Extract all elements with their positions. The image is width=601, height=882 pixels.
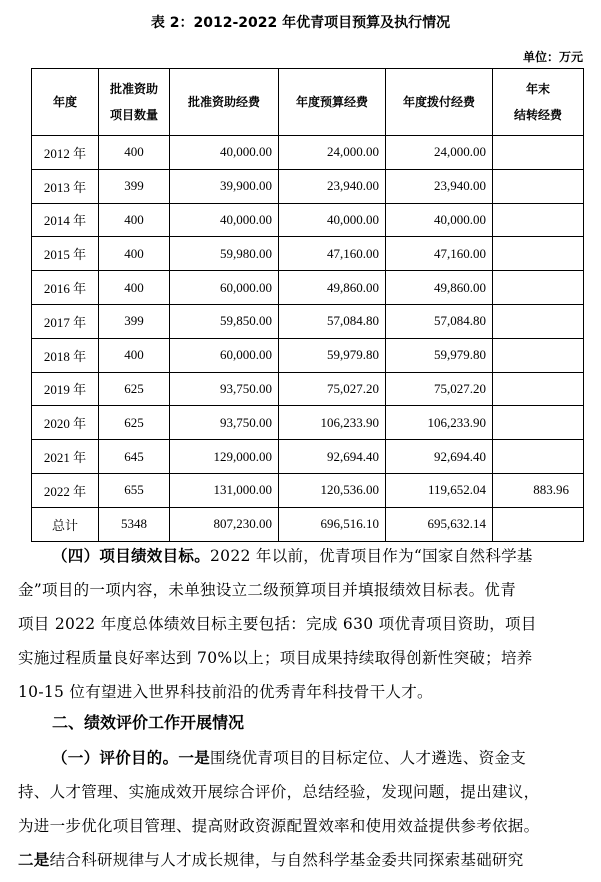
cell-budget: 23,940.00: [279, 169, 386, 203]
cell-budget: 57,084.80: [279, 304, 386, 338]
cell-allocation: 23,940.00: [386, 169, 493, 203]
header-approved-count: [99, 69, 170, 136]
header-approved-count-line1: 批准资助: [109, 82, 158, 96]
table-title: 表 2：2012-2022 年优青项目预算及执行情况: [150, 15, 451, 31]
cell-year: 2015 年: [32, 237, 99, 271]
table-row: [32, 271, 584, 305]
cell-carryover: [493, 169, 584, 203]
cell-allocation: 24,000.00: [386, 136, 493, 170]
cell-year: 2012 年: [32, 136, 99, 170]
cell-approved-funds: 59,850.00: [170, 304, 279, 338]
cell-budget: 696,516.10: [279, 507, 386, 541]
header-carryover-line1: 年末: [525, 82, 550, 96]
cell-approved-funds: 60,000.00: [170, 271, 279, 305]
cell-budget: 59,979.80: [279, 338, 386, 372]
cell-year: 2017 年: [32, 304, 99, 338]
cell-budget: 49,860.00: [279, 271, 386, 305]
header-year: 年度: [32, 69, 99, 136]
cell-approved-funds: 39,900.00: [170, 169, 279, 203]
cell-carryover: [493, 136, 584, 170]
paragraph-line: 项目 2022 年度总体绩效目标主要包括：完成 630 项优青项目资助，项目: [18, 615, 537, 633]
paragraph-lead-second: 二是: [18, 851, 50, 869]
header-annual-allocation: 年度拨付经费: [386, 69, 493, 136]
header-approved-count-line2: 项目数量: [109, 108, 158, 122]
cell-budget: 120,536.00: [279, 473, 386, 507]
cell-allocation: 695,632.14: [386, 507, 493, 541]
cell-carryover: [493, 271, 584, 305]
cell-allocation: 49,860.00: [386, 271, 493, 305]
cell-count: 645: [99, 440, 170, 474]
paragraph-line: 金”项目的一项内容，未单独设立二级预算项目并填报绩效目标表。优青: [18, 581, 517, 599]
paragraph-lead: （四）项目绩效目标。: [52, 547, 211, 565]
cell-budget: 24,000.00: [279, 136, 386, 170]
cell-carryover: [493, 338, 584, 372]
cell-count: 400: [99, 271, 170, 305]
cell-approved-funds: 131,000.00: [170, 473, 279, 507]
cell-count: 400: [99, 203, 170, 237]
cell-carryover: [493, 440, 584, 474]
header-carryover-line2: 结转经费: [513, 108, 562, 122]
cell-count: 5348: [99, 507, 170, 541]
table-row: [32, 237, 584, 271]
cell-budget: 75,027.20: [279, 372, 386, 406]
cell-allocation: 75,027.20: [386, 372, 493, 406]
table-row: [32, 338, 584, 372]
paragraph-line: 围绕优青项目的目标定位、人才遴选、资金支: [210, 749, 527, 767]
paragraph-lead-first: 一是: [178, 749, 211, 767]
cell-year: 2022 年: [32, 473, 99, 507]
cell-count: 655: [99, 473, 170, 507]
cell-year: 2013 年: [32, 169, 99, 203]
table-row: [32, 304, 584, 338]
cell-allocation: 40,000.00: [386, 203, 493, 237]
cell-allocation: 106,233.90: [386, 406, 493, 440]
paragraph-line: 10-15 位有望进入世界科技前沿的优秀青年科技骨干人才。: [18, 683, 433, 701]
cell-carryover: [493, 203, 584, 237]
paragraph-line: 实施过程质量良好率达到 70%以上；项目成果持续取得创新性突破；培养: [18, 649, 533, 667]
cell-count: 400: [99, 136, 170, 170]
paragraph-line: 持、人才管理、实施成效开展综合评价，总结经验，发现问题，提出建议，: [18, 783, 540, 801]
paragraph-line: 为进一步优化项目管理、提高财政资源配置效率和使用效益提供参考依据。: [18, 817, 540, 835]
table-row: [32, 169, 584, 203]
cell-approved-funds: 40,000.00: [170, 136, 279, 170]
cell-count: 399: [99, 169, 170, 203]
cell-count: 625: [99, 372, 170, 406]
cell-approved-funds: 60,000.00: [170, 338, 279, 372]
cell-budget: 40,000.00: [279, 203, 386, 237]
cell-carryover: 883.96: [493, 473, 584, 507]
cell-budget: 47,160.00: [279, 237, 386, 271]
cell-year: 2021 年: [32, 440, 99, 474]
cell-total-label: 总计: [32, 507, 99, 541]
cell-approved-funds: 807,230.00: [170, 507, 279, 541]
table-row: [32, 406, 584, 440]
cell-year: 2016 年: [32, 271, 99, 305]
cell-carryover: [493, 237, 584, 271]
header-annual-budget: 年度预算经费: [279, 69, 386, 136]
cell-year: 2019 年: [32, 372, 99, 406]
budget-table: [31, 68, 584, 542]
paragraph-lead: （一）评价目的。: [52, 749, 179, 767]
cell-count: 400: [99, 237, 170, 271]
cell-carryover: [493, 507, 584, 541]
table-row: [32, 440, 584, 474]
cell-approved-funds: 59,980.00: [170, 237, 279, 271]
table-row: [32, 136, 584, 170]
paragraph-line: 结合科研规律与人才成长规律，与自然科学基金委共同探索基础研究: [49, 851, 524, 869]
cell-allocation: 92,694.40: [386, 440, 493, 474]
cell-allocation: 119,652.04: [386, 473, 493, 507]
cell-year: 2020 年: [32, 406, 99, 440]
cell-approved-funds: 93,750.00: [170, 372, 279, 406]
cell-budget: 106,233.90: [279, 406, 386, 440]
table-header-row: [32, 69, 584, 136]
cell-budget: 92,694.40: [279, 440, 386, 474]
header-approved-funds: 批准资助经费: [170, 69, 279, 136]
table-row: [32, 203, 584, 237]
cell-count: 625: [99, 406, 170, 440]
table-row: [32, 473, 584, 507]
paragraph-line: 2022 年以前，优青项目作为“国家自然科学基: [210, 547, 533, 565]
unit-label: 单位：万元: [522, 50, 583, 64]
cell-approved-funds: 40,000.00: [170, 203, 279, 237]
cell-count: 399: [99, 304, 170, 338]
cell-year: 2018 年: [32, 338, 99, 372]
section-heading: 二、绩效评价工作开展情况: [52, 713, 245, 732]
cell-allocation: 57,084.80: [386, 304, 493, 338]
cell-allocation: 59,979.80: [386, 338, 493, 372]
cell-carryover: [493, 372, 584, 406]
cell-approved-funds: 93,750.00: [170, 406, 279, 440]
cell-year: 2014 年: [32, 203, 99, 237]
header-year-end-carryover: [493, 69, 584, 136]
cell-allocation: 47,160.00: [386, 237, 493, 271]
table-row: [32, 372, 584, 406]
cell-carryover: [493, 406, 584, 440]
table-total-row: [32, 507, 584, 541]
cell-approved-funds: 129,000.00: [170, 440, 279, 474]
cell-carryover: [493, 304, 584, 338]
cell-count: 400: [99, 338, 170, 372]
